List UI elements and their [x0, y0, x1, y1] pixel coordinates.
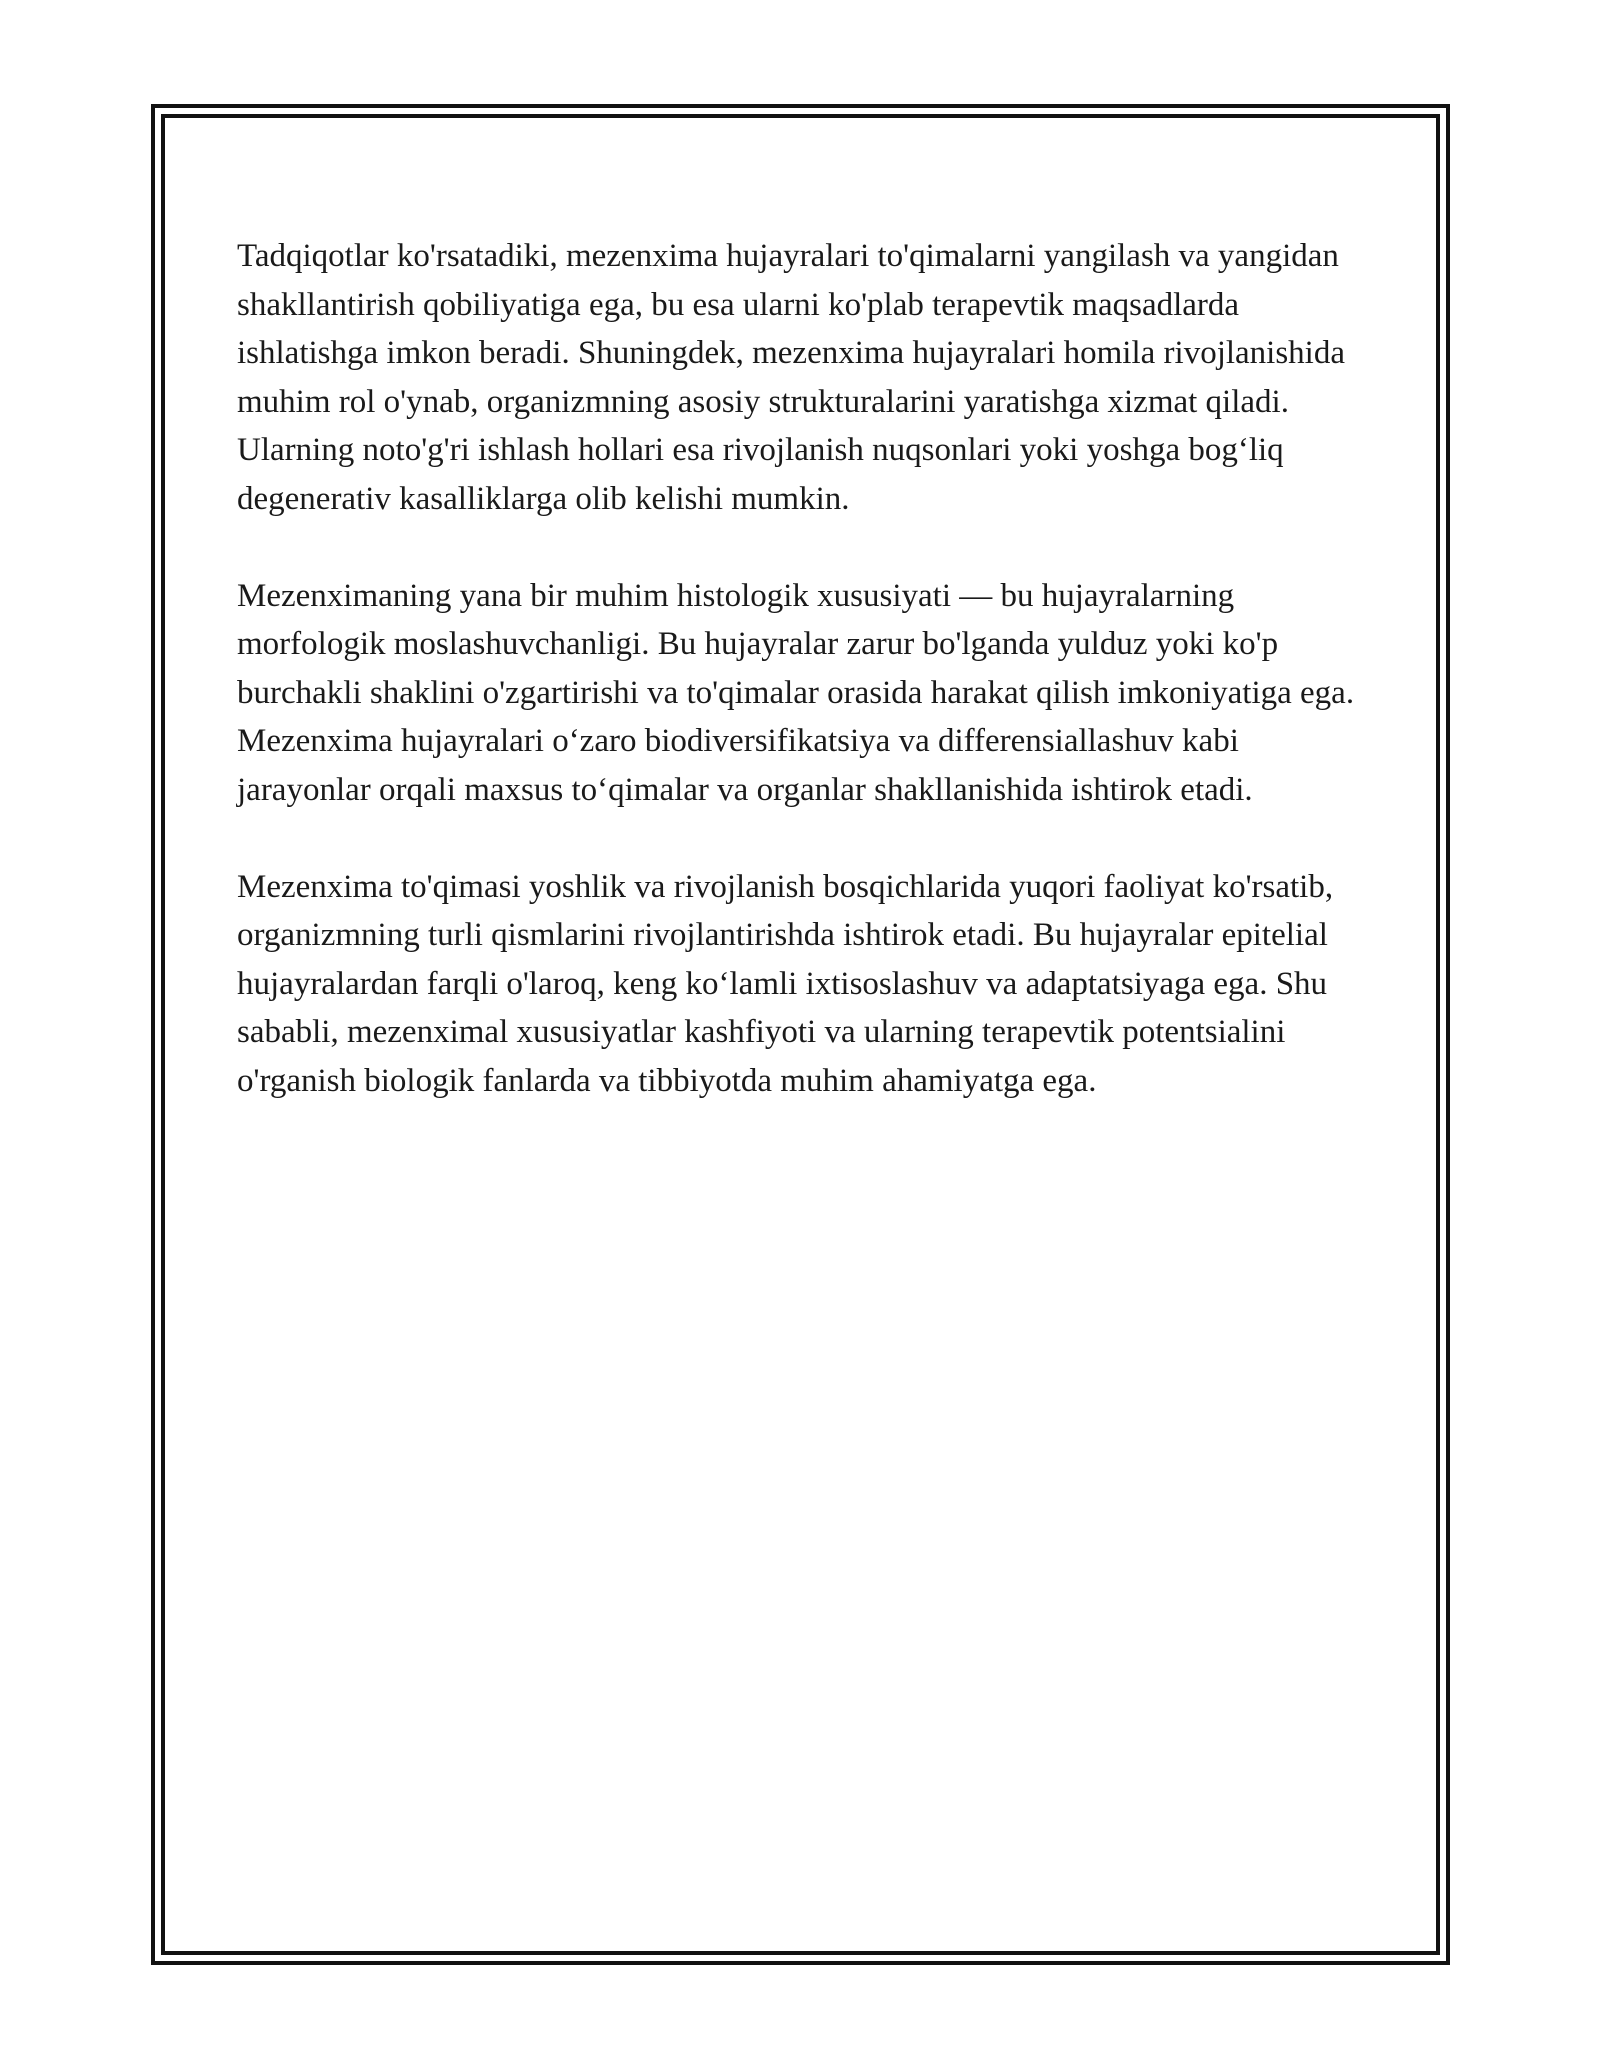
paragraph: Mezenxima to'qimasi yoshlik va rivojlanish bosqichlarida yuqori faoliyat ko'rsatib, organizmning turli qismlarini rivojlantirishda ishtirok etadi. Bu hujayralar epitelial hujayralardan farqli o'laroq, keng ko‘lamli ixtisoslashuv va adaptatsiyaga ega. Shu sababli, mezenximal xususiyatlar kashfiyoti va ularning terapevtik potentsialini o'rganish biologik fanlarda va tibbiyotda muhim ahamiyatga ega.: [237, 868, 1334, 1099]
paragraph: Mezenximaning yana bir muhim histologik xususiyati — bu hujayralarning morfologik moslashuvchanligi. Bu hujayralar zarur bo'lganda yulduz yoki ko'p burchakli shaklini o'zgartirishi va to'qimalar orasida harakat qilish imkoniyatiga ega. Mezenxima hujayralari o‘zaro biodiversifikatsiya va differensiallashuv kabi jarayonlar orqali maxsus to‘qimalar va organlar shakllanishida ishtirok etadi.: [237, 577, 1355, 808]
document-body: [237, 232, 1367, 1154]
paragraph: Tadqiqotlar ko'rsatadiki, mezenxima hujayralari to'qimalarni yangilash va yangidan shakllantirish qobiliyatiga ega, bu esa ularni ko'plab terapevtik maqsadlarda ishlatishga imkon beradi. Shuningdek, mezenxima hujayralari homila rivojlanishida muhim rol o'ynab, organizmning asosiy strukturalarini yaratishga xizmat qiladi. Ularning noto'g'ri ishlash hollari esa rivojlanish nuqsonlari yoki yoshga bog‘liq degenerativ kasalliklarga olib kelishi mumkin.: [237, 238, 1345, 517]
